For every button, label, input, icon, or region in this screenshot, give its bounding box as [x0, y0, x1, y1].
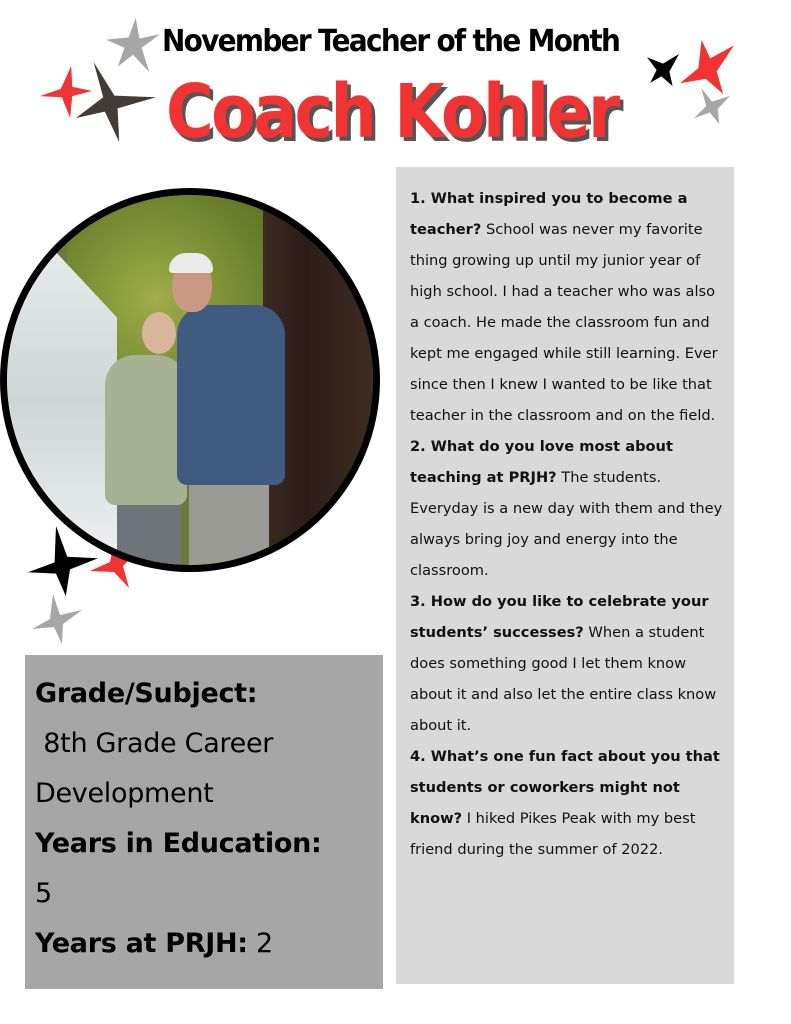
teacher-photo: [0, 188, 380, 572]
photo-person-right-pants: [189, 475, 269, 572]
photo-person-left-head: [142, 312, 176, 354]
qa-question: 1. What inspired you to become a teacher?: [410, 190, 688, 238]
photo-person-right-cap: [169, 253, 213, 273]
photo-person-right-jacket: [177, 305, 285, 485]
teacher-info-box: [25, 655, 383, 989]
page-subtitle: November Teacher of the Month: [162, 24, 620, 59]
years-in-education-value: 5: [35, 878, 52, 909]
gray-star-icon: [694, 88, 730, 124]
dark-star-icon: [76, 62, 156, 142]
qa-question: 4. What’s one fun fact about you that students or coworkers might not know?: [410, 748, 720, 827]
photo-person-left-jacket: [105, 355, 187, 505]
years-in-education-label: Years in Education:: [35, 828, 322, 859]
qa-question: 3. How do you like to celebrate your students’ successes?: [410, 593, 709, 641]
qa-answer: When a student does something good I let them know about it and also let the entire class know about it.: [410, 624, 717, 734]
page-title: Coach Kohler: [166, 69, 618, 155]
qa-item: [410, 183, 724, 431]
grade-subject-value-line2: Development: [35, 778, 214, 809]
interview-qa-box: [396, 167, 734, 984]
years-at-prjh-value: 2: [247, 928, 273, 959]
qa-item: [410, 586, 724, 741]
qa-item: [410, 741, 724, 865]
photo-person-left-pants: [117, 495, 181, 572]
qa-question: 2. What do you love most about teaching at PRJH?: [410, 438, 673, 486]
gray-star-icon: [32, 594, 82, 644]
grade-subject-value-line1: 8th Grade Career: [35, 728, 274, 759]
qa-item: [410, 431, 724, 586]
red-star-icon: [680, 40, 734, 94]
qa-answer: School was never my favorite thing growing up until my junior year of high school. I had a teacher who was also a coach. He made the classroom fun and kept me engaged while still learning. Ever since then I knew I wanted to be like that teacher in the classroom and on the field.: [410, 221, 718, 424]
qa-answer: The students. Everyday is a new day with them and they always bring joy and energy into the classroom.: [410, 469, 723, 579]
years-at-prjh-label: Years at PRJH:: [35, 928, 248, 959]
grade-subject-label: Grade/Subject:: [35, 678, 258, 709]
qa-answer: I hiked Pikes Peak with my best friend during the summer of 2022.: [410, 810, 696, 858]
black-star-icon: [644, 54, 682, 86]
